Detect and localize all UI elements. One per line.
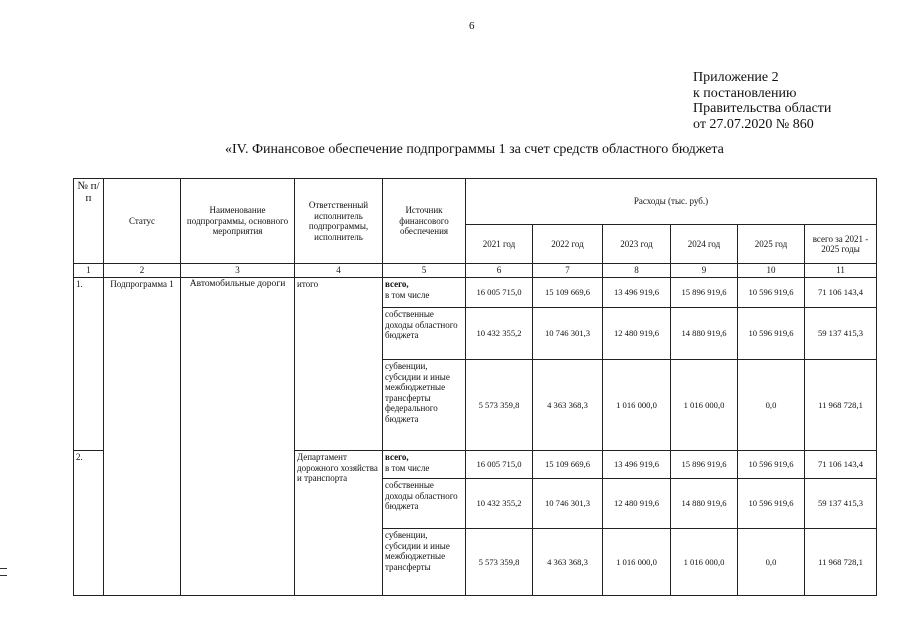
value-cell: 10 596 919,6	[738, 479, 805, 529]
header-status: Статус	[104, 179, 181, 264]
appendix-line: Правительства области	[693, 101, 832, 116]
status-cell: Подпрограмма 1	[104, 278, 181, 596]
header-row	[74, 179, 877, 225]
column-index: 8	[603, 264, 671, 278]
source-text: в том числе	[385, 462, 430, 473]
value-cell: 15 109 669,6	[533, 451, 603, 479]
header-year: 2024 год	[671, 225, 738, 264]
source-cell	[383, 278, 466, 308]
column-index: 11	[805, 264, 877, 278]
appendix-line: Приложение 2	[693, 70, 779, 85]
value-cell: 1 016 000,0	[603, 360, 671, 451]
value-cell: 14 880 919,6	[671, 308, 738, 360]
source-cell: субвенции, субсидии и иные межбюджетные трансферты	[383, 529, 466, 596]
source-cell: собственные доходы областного бюджета	[383, 308, 466, 360]
value-cell: 4 363 368,3	[533, 529, 603, 596]
header-name: Наименование подпрограммы, основного мероприятия	[181, 179, 295, 264]
value-cell: 10 746 301,3	[533, 308, 603, 360]
header-year: 2021 год	[466, 225, 533, 264]
value-cell: 0,0	[738, 529, 805, 596]
value-cell: 71 106 143,4	[805, 278, 877, 308]
column-index: 6	[466, 264, 533, 278]
source-cell: субвенции, субсидии и иные межбюджетные трансферты федерального бюджета	[383, 360, 466, 451]
value-cell: 11 968 728,1	[805, 529, 877, 596]
value-cell: 0,0	[738, 360, 805, 451]
column-index: 9	[671, 264, 738, 278]
value-cell: 10 596 919,6	[738, 308, 805, 360]
value-cell: 15 896 919,6	[671, 451, 738, 479]
header-year-total: всего за 2021 - 2025 годы	[805, 225, 877, 264]
program-name-cell: Автомобильные дороги	[181, 278, 295, 596]
column-index: 1	[74, 264, 104, 278]
header-year: 2023 год	[603, 225, 671, 264]
header-year: 2025 год	[738, 225, 805, 264]
header-source: Источник финансового обеспечения	[383, 179, 466, 264]
value-cell: 15 109 669,6	[533, 278, 603, 308]
header-year: 2022 год	[533, 225, 603, 264]
value-cell: 5 573 359,8	[466, 529, 533, 596]
appendix-line: к постановлению	[693, 85, 797, 101]
page-number: 6	[469, 20, 475, 32]
value-cell: 71 106 143,4	[805, 451, 877, 479]
appendix-note	[693, 70, 831, 132]
source-bold: всего,	[385, 279, 409, 289]
executor-cell: итого	[295, 278, 383, 451]
value-cell: 12 480 919,6	[603, 479, 671, 529]
header-no: № п/п	[74, 179, 104, 264]
value-cell: 13 496 919,6	[603, 278, 671, 308]
document-title: «IV. Финансовое обеспечение подпрограммы 1 за счет средств областного бюджета	[225, 142, 724, 157]
value-cell: 16 005 715,0	[466, 278, 533, 308]
value-cell: 10 746 301,3	[533, 479, 603, 529]
financing-table	[73, 178, 877, 596]
value-cell: 5 573 359,8	[466, 360, 533, 451]
column-index-row	[74, 264, 877, 278]
column-index: 3	[181, 264, 295, 278]
column-index: 7	[533, 264, 603, 278]
value-cell: 1 016 000,0	[603, 529, 671, 596]
appendix-line: от 27.07.2020 № 860	[693, 116, 814, 132]
value-cell: 10 596 919,6	[738, 451, 805, 479]
header-executor: Ответственный исполнитель подпрограммы, исполнитель	[295, 179, 383, 264]
value-cell: 11 968 728,1	[805, 360, 877, 451]
value-cell: 10 596 919,6	[738, 278, 805, 308]
column-index: 4	[295, 264, 383, 278]
header-expenses: Расходы (тыс. руб.)	[466, 179, 877, 225]
value-cell: 12 480 919,6	[603, 308, 671, 360]
value-cell: 10 432 355,2	[466, 308, 533, 360]
column-index: 5	[383, 264, 466, 278]
value-cell: 1 016 000,0	[671, 360, 738, 451]
scan-edge-mark	[0, 568, 7, 576]
value-cell: 1 016 000,0	[671, 529, 738, 596]
source-text: в том числе	[385, 289, 430, 300]
value-cell: 14 880 919,6	[671, 479, 738, 529]
row-number: 1.	[74, 278, 104, 451]
executor-cell: Департамент дорожного хозяйства и транспорта	[295, 451, 383, 596]
value-cell: 16 005 715,0	[466, 451, 533, 479]
value-cell: 4 363 368,3	[533, 360, 603, 451]
column-index: 2	[104, 264, 181, 278]
value-cell: 59 137 415,3	[805, 479, 877, 529]
value-cell: 15 896 919,6	[671, 278, 738, 308]
value-cell: 59 137 415,3	[805, 308, 877, 360]
source-cell: собственные доходы областного бюджета	[383, 479, 466, 529]
value-cell: 13 496 919,6	[603, 451, 671, 479]
table-row	[74, 278, 877, 308]
row-number: 2.	[74, 451, 104, 596]
value-cell: 10 432 355,2	[466, 479, 533, 529]
column-index: 10	[738, 264, 805, 278]
source-cell	[383, 451, 466, 479]
source-bold: всего,	[385, 452, 409, 462]
